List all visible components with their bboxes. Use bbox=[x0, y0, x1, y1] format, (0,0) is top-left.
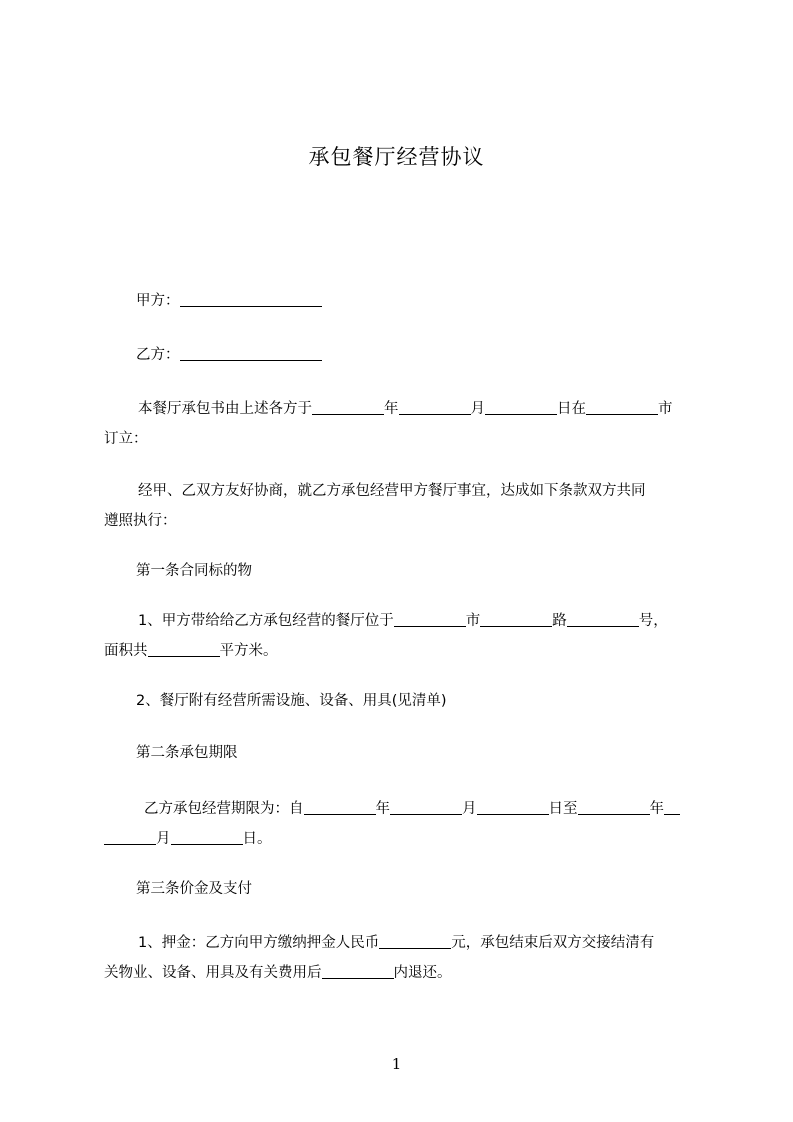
intro-text-5: 市 bbox=[658, 401, 673, 417]
consult-line-2: 遵照执行： bbox=[104, 513, 177, 529]
party-a-blank[interactable] bbox=[180, 292, 322, 308]
a1-city-blank[interactable] bbox=[394, 612, 466, 628]
a2-end-year-blank[interactable] bbox=[578, 800, 650, 816]
a1-area-blank[interactable] bbox=[148, 642, 220, 658]
a2-start-month-blank[interactable] bbox=[390, 800, 462, 816]
a1-item1-text-4: 号， bbox=[638, 613, 668, 629]
consult-line-1: 经甲、乙双方友好协商，就乙方承包经营甲方餐厅事宜，达成如下条款双方共同 bbox=[138, 483, 646, 499]
intro-paragraph bbox=[104, 394, 704, 454]
a1-item1-text-1: 1、甲方带给给乙方承包经营的餐厅位于 bbox=[138, 613, 394, 629]
a1-item1-text-6: 平方米。 bbox=[219, 643, 278, 659]
intro-text-3: 月 bbox=[470, 401, 485, 417]
a2-start-year-blank[interactable] bbox=[304, 800, 376, 816]
a2-end-day-blank[interactable] bbox=[171, 830, 243, 846]
intro-month-blank[interactable] bbox=[399, 400, 471, 416]
intro-text-6: 订立： bbox=[104, 431, 148, 447]
article1-item2: 2、餐厅附有经营所需设施、设备、用具(见清单) bbox=[136, 693, 447, 709]
article3-heading: 第三条价金及支付 bbox=[136, 881, 252, 897]
intro-year-blank[interactable] bbox=[312, 400, 384, 416]
a3-amount-blank[interactable] bbox=[379, 934, 451, 950]
document-title: 承包餐厅经营协议 bbox=[308, 145, 485, 169]
article2-period bbox=[104, 794, 704, 854]
a2-text-3: 月 bbox=[462, 801, 477, 817]
intro-text-1: 本餐厅承包书由上述各方于 bbox=[138, 401, 312, 417]
a3-text-4: 内退还。 bbox=[393, 965, 452, 981]
article2-heading: 第二条承包期限 bbox=[136, 745, 238, 761]
party-b-blank[interactable] bbox=[180, 346, 322, 362]
a1-item1-text-3: 路 bbox=[552, 613, 567, 629]
a1-number-blank[interactable] bbox=[567, 612, 639, 628]
article1-heading: 第一条合同标的物 bbox=[136, 563, 252, 579]
a3-refund-period-blank[interactable] bbox=[322, 964, 394, 980]
a1-road-blank[interactable] bbox=[480, 612, 552, 628]
a1-item1-text-5: 面积共 bbox=[104, 643, 148, 659]
intro-text-4: 日在 bbox=[557, 401, 586, 417]
a3-text-2: 元，承包结束后双方交接结清有 bbox=[451, 935, 655, 951]
a2-start-day-blank[interactable] bbox=[477, 800, 549, 816]
a3-text-1: 1、押金：乙方向甲方缴纳押金人民币 bbox=[138, 935, 380, 951]
intro-city-blank[interactable] bbox=[586, 400, 658, 416]
page-number: 1 bbox=[391, 1055, 402, 1073]
a2-text-2: 年 bbox=[375, 801, 390, 817]
a2-text-5: 年 bbox=[649, 801, 664, 817]
a2-end-month-blank-part1[interactable] bbox=[664, 800, 680, 816]
a2-end-month-blank-part2[interactable] bbox=[104, 830, 156, 846]
a2-text-4: 日至 bbox=[548, 801, 578, 817]
article1-item1 bbox=[104, 606, 704, 666]
a1-item1-text-2: 市 bbox=[465, 613, 481, 629]
party-a-line bbox=[136, 286, 736, 316]
a3-text-3: 关物业、设备、用具及有关费用后 bbox=[104, 965, 322, 981]
intro-text-2: 年 bbox=[384, 401, 399, 417]
article3-deposit bbox=[104, 928, 704, 988]
consult-paragraph bbox=[104, 476, 704, 536]
a2-text-6: 月 bbox=[156, 831, 171, 847]
intro-day-blank[interactable] bbox=[485, 400, 557, 416]
party-b-label: 乙方： bbox=[136, 347, 180, 363]
party-a-label: 甲方： bbox=[136, 293, 180, 309]
a2-text-7: 日。 bbox=[242, 831, 272, 847]
a2-text-1: 乙方承包经营期限为：自 bbox=[144, 801, 304, 817]
party-b-line bbox=[136, 340, 736, 370]
